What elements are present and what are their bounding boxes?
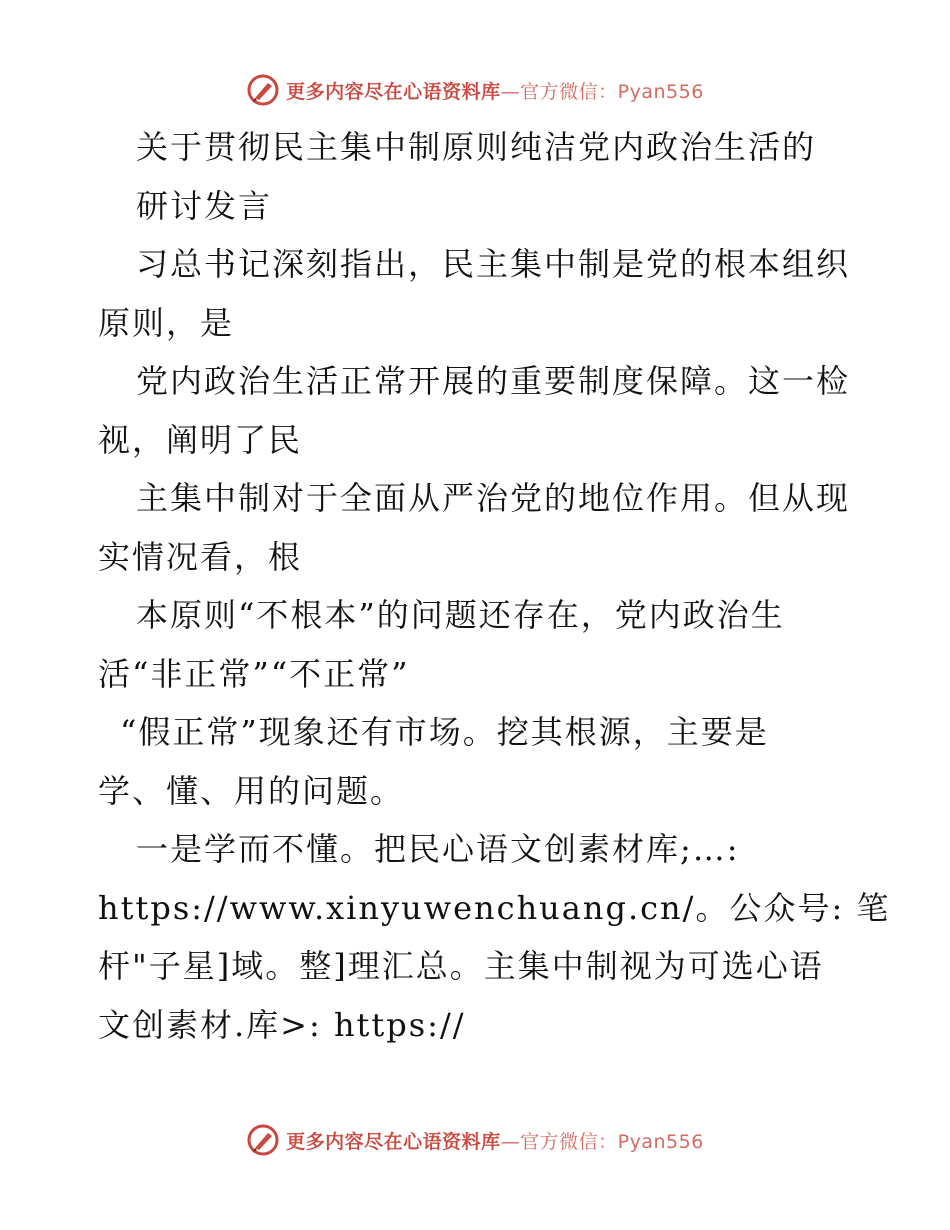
footer-banner-sub: —官方微信：Pyan556 — [500, 1130, 704, 1153]
paragraph-line: 学、懂、用的问题。 — [98, 771, 405, 810]
title-line-1: 关于贯彻民主集中制原则纯洁党内政治生活的 — [136, 128, 817, 166]
header-banner-main: 更多内容尽在心语资料库 — [286, 80, 501, 103]
pen-logo-icon — [246, 1123, 280, 1157]
paragraph-line: 党内政治生活正常开展的重要制度保障。这一检 — [136, 362, 851, 400]
paragraph-line: 实情况看，根 — [98, 537, 303, 576]
page-footer-banner — [0, 1120, 950, 1160]
paragraph-line: 杆"子星]域。整]理汇总。主集中制视为可选心语 — [98, 947, 824, 985]
paragraph-line: 本原则“不根本”的问题还存在，党内政治生 — [136, 596, 785, 634]
paragraph-line: 原则，是 — [98, 303, 235, 342]
paragraph-line: “假正常”现象还有市场。挖其根源，主要是 — [120, 713, 769, 751]
header-banner-text — [286, 77, 704, 104]
footer-banner-main: 更多内容尽在心语资料库 — [286, 1130, 501, 1153]
paragraph-line: 活“非正常”“不正常” — [98, 654, 410, 693]
url-line: https://www.xinyuwenchuang.cn/。公众号: 笔 — [98, 888, 891, 927]
header-banner-sub: —官方微信：Pyan556 — [500, 80, 704, 103]
paragraph-line: 一是学而不懂。把民心语文创素材库;…: — [136, 830, 740, 868]
document-body — [98, 118, 891, 1054]
footer-banner-text — [286, 1127, 704, 1154]
paragraph-line: 习总书记深刻指出，民主集中制是党的根本组织 — [136, 245, 851, 283]
title-line-2: 研讨发言 — [136, 186, 273, 225]
paragraph-line: 视，阐明了民 — [98, 420, 303, 459]
pen-logo-icon — [246, 73, 280, 107]
paragraph-line: 文创素材.库>: https:// — [98, 1005, 466, 1044]
page-header-banner — [0, 70, 950, 110]
paragraph-line: 主集中制对于全面从严治党的地位作用。但从现 — [136, 479, 851, 517]
